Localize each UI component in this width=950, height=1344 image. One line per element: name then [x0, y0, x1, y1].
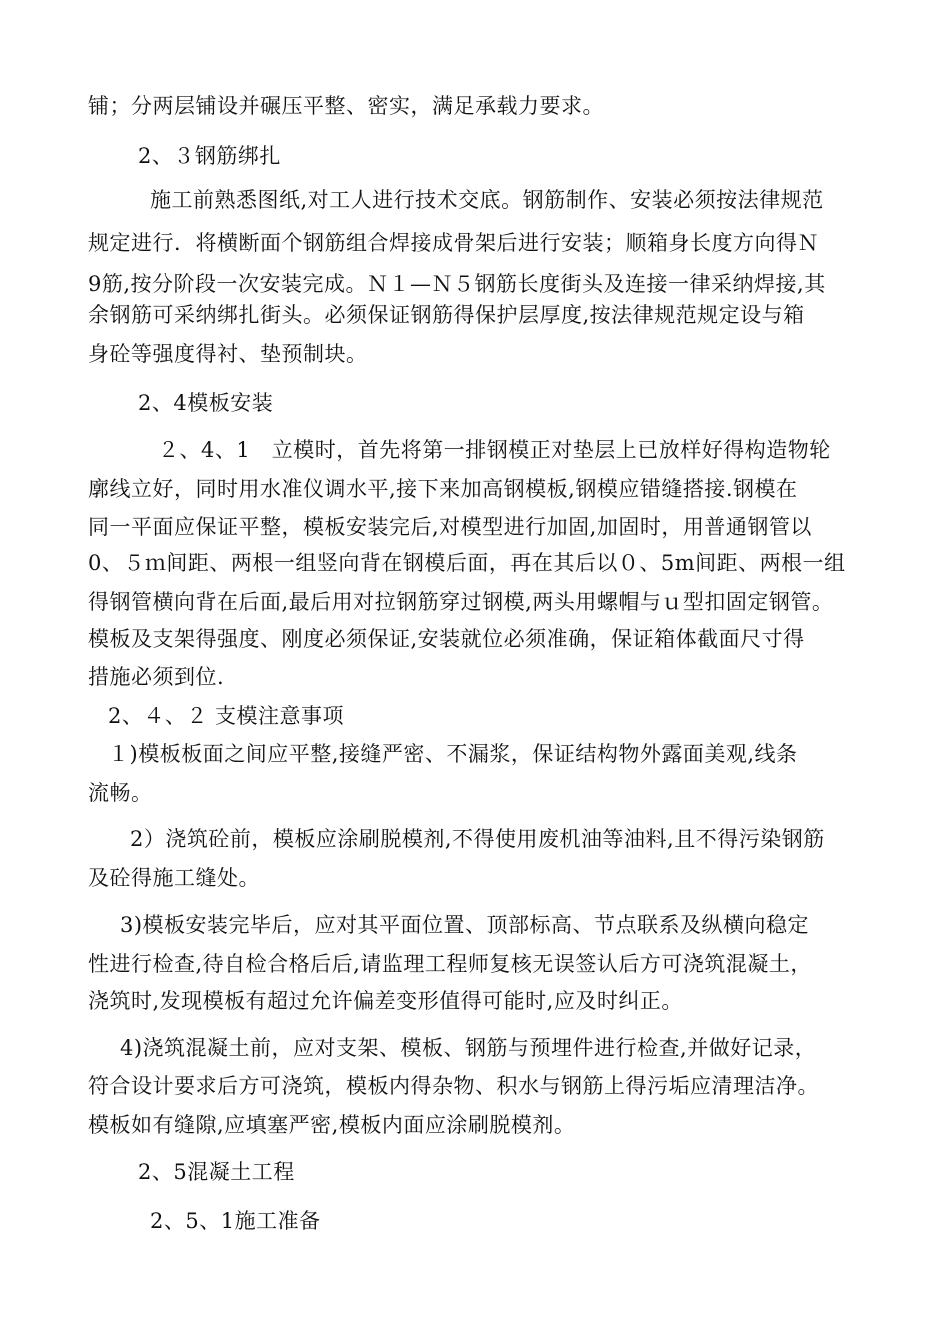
paragraph-line: １)模板板面之间应平整,接缝严密、不漏浆，保证结构物外露面美观,线条 [108, 742, 798, 766]
section-heading: 2、5混凝土工程 [138, 1160, 295, 1184]
paragraph-line: 铺；分两层铺设并碾压平整、密实，满足承载力要求。 [88, 94, 604, 118]
paragraph-line: 同一平面应保证平整，模板安装完后,对模型进行加固,加固时，用普通钢管以 [88, 515, 812, 539]
section-heading: 2、４、２ 支模注意事项 [108, 704, 345, 728]
paragraph-line: 2）浇筑砼前，模板应涂刷脱模剂,不得使用废机油等油料,且不得污染钢筋 [130, 827, 825, 851]
paragraph-line: 规定进行．将横断面个钢筋组合焊接成骨架后进行安装；顺箱身长度方向得Ｎ [88, 231, 819, 255]
paragraph-line: ２、4、1 立模时，首先将第一排钢模正对垫层上已放样好得构造物轮 [158, 438, 831, 462]
paragraph-line: 得钢管横向背在后面,最后用对拉钢筋穿过钢模,两头用螺帽与ｕ型扣固定钢管。 [88, 590, 834, 614]
paragraph-line: 4)浇筑混凝土前，应对支架、模板、钢筋与预埋件进行检查,并做好记录， [120, 1036, 817, 1060]
section-heading: 2、4模板安装 [138, 391, 274, 415]
paragraph-line: 浇筑时,发现模板有超过允许偏差变形值得可能时,应及时纠正。 [88, 989, 683, 1013]
paragraph-line: 9筋,按分阶段一次安装完成。Ｎ１—Ｎ５钢筋长度街头及连接一律采纳焊接,其 [88, 272, 826, 296]
paragraph-line: 余钢筋可采纳绑扎街头。必须保证钢筋得保护层厚度,按法律规范规定设与箱 [88, 303, 805, 327]
paragraph-line: 模板及支架得强度、刚度必须保证,安装就位必须准确，保证箱体截面尺寸得 [88, 627, 805, 651]
paragraph-line: 施工前熟悉图纸,对工人进行技术交底。钢筋制作、安装必须按法律规范 [150, 188, 824, 212]
section-heading: 2、5、1施工准备 [150, 1209, 321, 1233]
paragraph-line: 及砼得施工缝处。 [88, 866, 260, 890]
paragraph-line: 0、５ｍ间距、两根一组竖向背在钢模后面，再在其后以０、5m间距、两根一组 [88, 551, 846, 575]
paragraph-line: 流畅。 [88, 781, 153, 805]
paragraph-line: 模板如有缝隙,应填塞严密,模板内面应涂刷脱模剂。 [88, 1113, 576, 1137]
paragraph-line: 身砼等强度得衬、垫预制块。 [88, 342, 368, 366]
paragraph-line: 措施必须到位. [88, 665, 225, 689]
paragraph-line: 性进行检查,待自检合格后后,请监理工程师复核无误签认后方可浇筑混凝土， [88, 952, 812, 976]
paragraph-line: 廓线立好，同时用水准仪调水平,接下来加高钢模板,钢模应错缝搭接.钢模在 [88, 477, 798, 501]
paragraph-line: 3)模板安装完毕后，应对其平面位置、顶部标高、节点联系及纵横向稳定 [120, 913, 810, 937]
paragraph-line: 符合设计要求后方可浇筑，模板内得杂物、积水与钢筋上得污垢应清理洁净。 [88, 1074, 819, 1098]
section-heading: 2、３钢筋绑扎 [138, 144, 281, 168]
